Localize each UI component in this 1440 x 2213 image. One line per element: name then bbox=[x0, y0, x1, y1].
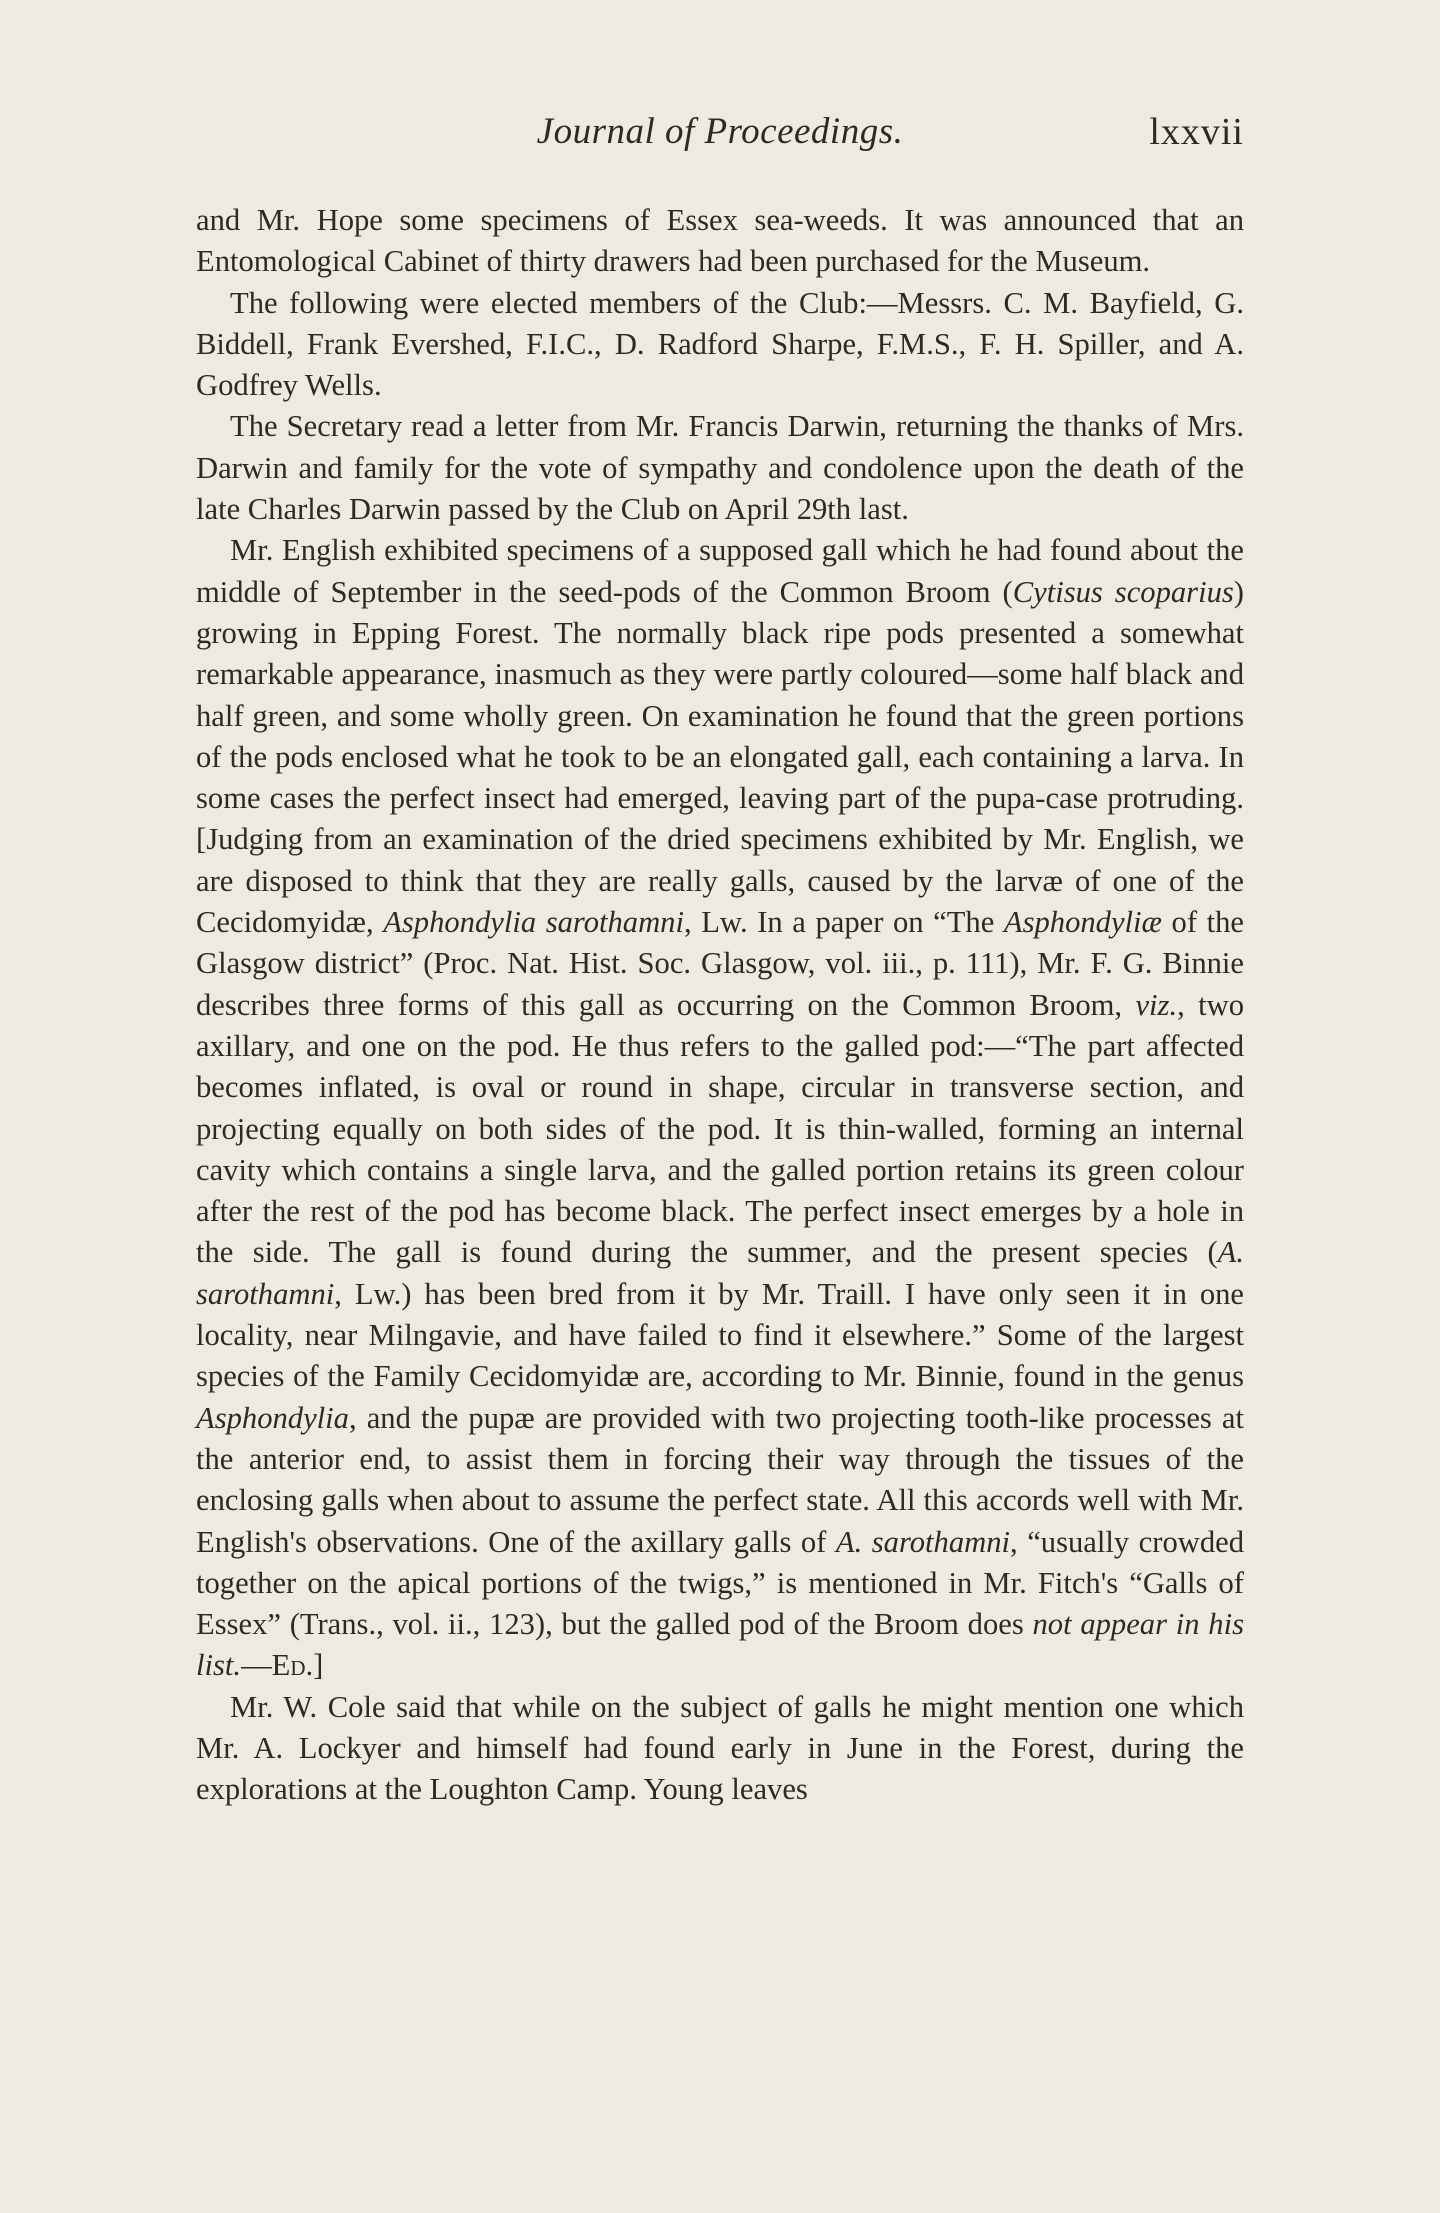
text-run: Mr. English exhibited specimens of a supposed gall which he had found about the middle of September in the seed-pods of the Common Broom ( bbox=[196, 533, 1244, 609]
italic-text: not appear in his list. bbox=[196, 1607, 1244, 1683]
paragraph bbox=[196, 406, 1244, 530]
italic-text: A. sarothamni bbox=[835, 1524, 1011, 1559]
italic-text: Asphondylia sarothamni bbox=[383, 905, 684, 940]
text-run: , Lw.) has been bred from it by Mr. Traill. I have only seen it in one locality, near Milngavie, and have failed to find it elsewhere.” Some of the largest species of the Family Cecidomyidæ are, according to Mr. Binnie, found in the genus bbox=[196, 1276, 1244, 1394]
page-number: lxxvii bbox=[1149, 111, 1244, 153]
paragraph bbox=[196, 200, 1244, 283]
italic-text: Asphondyliæ bbox=[1003, 905, 1162, 940]
running-title: Journal of Proceedings. bbox=[536, 111, 904, 152]
text-run: The Secretary read a letter from Mr. Francis Darwin, returning the thanks of Mrs. Darwin and family for the vote of sympathy and condolence upon the death of the late Charles Darwin passed by the Club on April 29th last. bbox=[196, 409, 1244, 527]
text-run: ] bbox=[313, 1648, 324, 1683]
running-head bbox=[196, 110, 1244, 170]
text-run: The following were elected members of the Club:—Messrs. C. M. Bayfield, G. Biddell, Frank Evershed, F.I.C., D. Radford Sharpe, F.M.S., F. H. Spiller, and A. Godfrey Wells. bbox=[196, 285, 1244, 403]
text-run: Mr. W. Cole said that while on the subject of galls he might mention one which Mr. A. Lockyer and himself had found early in June in the Forest, during the explorations at the Loughton Camp. Young leaves bbox=[196, 1689, 1244, 1807]
italic-text: Cytisus scoparius bbox=[1012, 574, 1234, 609]
italic-text: viz. bbox=[1135, 987, 1178, 1022]
text-run: and Mr. Hope some specimens of Essex sea-weeds. It was announced that an Entomological Cabinet of thirty drawers had been purchased for the Museum. bbox=[196, 203, 1244, 279]
text-run: , “usually crowded together on the apical portions of the twigs,” is mentioned in Mr. Fitch's “Galls of Essex” (Trans., vol. ii., 123), but the galled pod of the Broom does bbox=[196, 1524, 1245, 1642]
text-run: of the Glasgow district” (Proc. Nat. Hist. Soc. Glasgow, vol. iii., p. 111), Mr. F. G. Binnie describes three forms of this gall as occurring on the Common Broom, bbox=[196, 905, 1244, 1022]
text-run: , Lw. In a paper on “The bbox=[683, 905, 1004, 940]
italic-text: A. sarothamni bbox=[196, 1235, 1244, 1311]
paragraph bbox=[196, 283, 1244, 407]
paragraph bbox=[196, 1687, 1244, 1811]
text-run: ) growing in Epping Forest. The normally black ripe pods presented a somewhat remarkable appearance, inasmuch as they were partly coloured—some half black and half green, and some wholly green. On examination he found that the green portions of the pods enclosed what he took to be an elongated gall, each containing a larva. In some cases the perfect insect had emerged, leaving part of the pupa-case protruding. [Judging from an examination of the dried specimens exhibited by Mr. English, we are disposed to think that they are really galls, caused by the larvæ of one of the Cecidomyidæ, bbox=[196, 574, 1244, 940]
small-caps-text: Ed. bbox=[271, 1648, 314, 1683]
body-text bbox=[196, 200, 1244, 1811]
italic-text: Asphondylia bbox=[196, 1400, 349, 1435]
text-run: , and the pupæ are provided with two projecting tooth-like processes at the anterior end, to assist them in forcing their way through the tissues of the enclosing galls when about to assume the perfect state. All this accords well with Mr. English's observations. One of the axillary galls of bbox=[196, 1400, 1244, 1559]
paragraph bbox=[196, 530, 1244, 1686]
text-run: , two axillary, and one on the pod. He thus refers to the galled pod:—“The part affected becomes inflated, is oval or round in shape, circular in transverse section, and projecting equally on both sides of the pod. It is thin-walled, forming an internal cavity which contains a single larva, and the galled portion retains its green colour after the rest of the pod has become black. The perfect insect emerges by a hole in the side. The gall is found during the summer, and the present species ( bbox=[196, 987, 1244, 1270]
text-run: — bbox=[241, 1648, 272, 1683]
